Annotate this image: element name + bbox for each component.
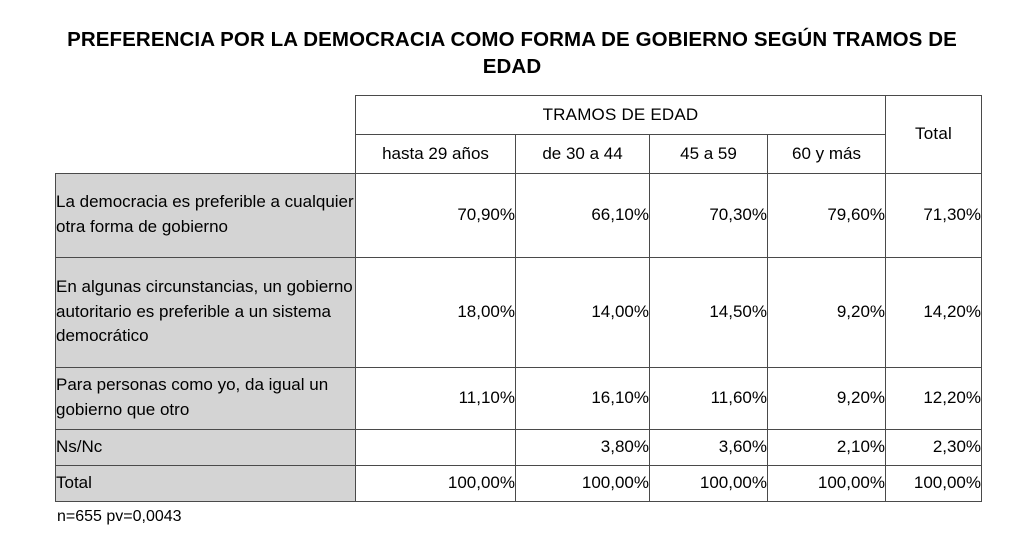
cell-r4-total: 100,00% xyxy=(886,465,982,501)
cell-r0-c2: 70,30% xyxy=(650,173,768,257)
cell-r0-c3: 79,60% xyxy=(768,173,886,257)
header-total: Total xyxy=(886,95,982,173)
row-label-gobierno-autoritario: En algunas circunstancias, un gobierno autoritario es preferible a un sistema democrático xyxy=(56,257,356,367)
table-row xyxy=(56,465,982,501)
cell-r3-total: 2,30% xyxy=(886,429,982,465)
header-hasta-29: hasta 29 años xyxy=(356,134,516,173)
page-title: PREFERENCIA POR LA DEMOCRACIA COMO FORMA DE GOBIERNO SEGÚN TRAMOS DE EDAD xyxy=(67,28,957,79)
cell-r0-c1: 66,10% xyxy=(516,173,650,257)
cell-r1-c0: 18,00% xyxy=(356,257,516,367)
table-header-sub-row xyxy=(56,134,982,173)
cell-r3-c2: 3,60% xyxy=(650,429,768,465)
cell-r3-c3: 2,10% xyxy=(768,429,886,465)
table-row xyxy=(56,257,982,367)
header-corner-blank xyxy=(56,95,356,134)
cell-r4-c3: 100,00% xyxy=(768,465,886,501)
cell-r0-total: 71,30% xyxy=(886,173,982,257)
header-corner-blank-2 xyxy=(56,134,356,173)
table-row xyxy=(56,367,982,429)
header-tramos-de-edad: TRAMOS DE EDAD xyxy=(356,95,886,134)
header-60-y-mas: 60 y más xyxy=(768,134,886,173)
cell-r1-total: 14,20% xyxy=(886,257,982,367)
table-row xyxy=(56,429,982,465)
table-header-group-row xyxy=(56,95,982,134)
cell-r2-c3: 9,20% xyxy=(768,367,886,429)
row-label-da-igual: Para personas como yo, da igual un gobierno que otro xyxy=(56,367,356,429)
table-row xyxy=(56,173,982,257)
cell-r1-c1: 14,00% xyxy=(516,257,650,367)
header-30-44: de 30 a 44 xyxy=(516,134,650,173)
cell-r2-c1: 16,10% xyxy=(516,367,650,429)
cell-r2-c2: 11,60% xyxy=(650,367,768,429)
cell-r3-c1: 3,80% xyxy=(516,429,650,465)
cell-r4-c2: 100,00% xyxy=(650,465,768,501)
cell-r0-c0: 70,90% xyxy=(356,173,516,257)
cell-r4-c0: 100,00% xyxy=(356,465,516,501)
cell-r2-c0: 11,10% xyxy=(356,367,516,429)
row-label-nsnc: Ns/Nc xyxy=(56,429,356,465)
cell-r4-c1: 100,00% xyxy=(516,465,650,501)
democracy-preference-table xyxy=(55,95,982,502)
row-label-democracia-preferible: La democracia es preferible a cualquier otra forma de gobierno xyxy=(56,173,356,257)
cell-r1-c3: 9,20% xyxy=(768,257,886,367)
cell-r1-c2: 14,50% xyxy=(650,257,768,367)
table-footnote: n=655 pv=0,0043 xyxy=(57,507,182,525)
cell-r3-c0 xyxy=(356,429,516,465)
row-label-total: Total xyxy=(56,465,356,501)
header-45-59: 45 a 59 xyxy=(650,134,768,173)
cell-r2-total: 12,20% xyxy=(886,367,982,429)
